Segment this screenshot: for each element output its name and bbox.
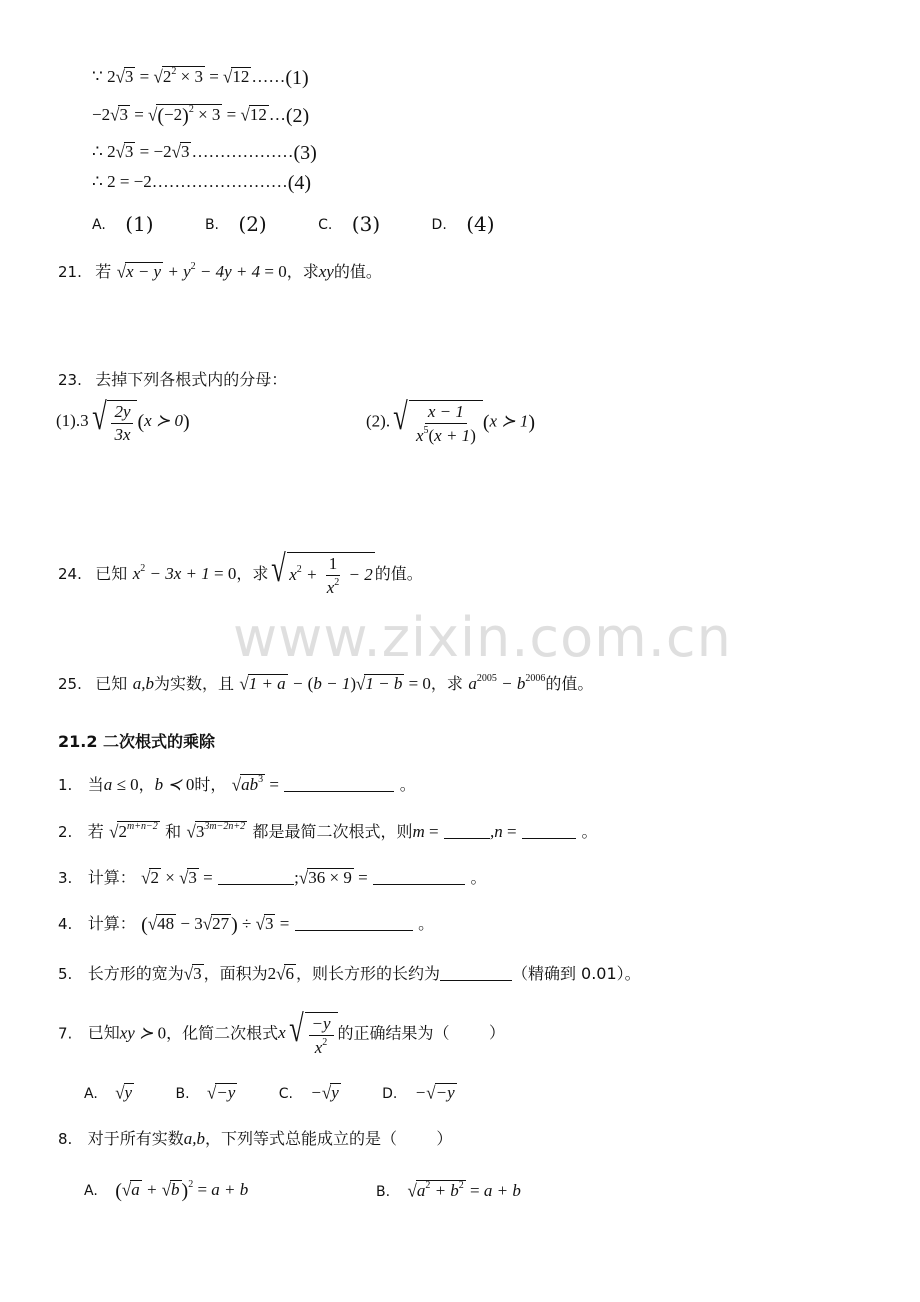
question-21: 21. 若 $√x - y + y^2 - 4y + 4 = 0$，求xy的值。 <box>58 261 382 282</box>
question-25: 25. 已知 a,b为实数，且 √1 + a − (b − 1)√1 − b = 0，求 $a^{2005} - b^{2006}$的值。 <box>58 673 594 694</box>
exercise-5: 5. 长方形的宽为√3 ，面积为2√6 ，则长方形的长约为 （精确到 0.01）。 <box>58 963 641 984</box>
exercise-4: 4. 计算： (√48 − 3√27 ) ÷ √3 = 。 <box>58 913 435 936</box>
option-c-label: C. <box>318 217 333 233</box>
exercise-7-options: A. √y B. √−y C. −√y D. −√−y <box>84 1082 455 1103</box>
watermark: www.zixin.com.cn <box>233 606 732 669</box>
option-a-value: (1) <box>125 212 154 236</box>
option-d-value: (4) <box>466 212 495 236</box>
answer-blank-1[interactable] <box>218 870 294 885</box>
proof-line-4: ∴ 2 = −2……………………(4) <box>92 172 312 194</box>
exercise-7: 7. 已知xy ≻ 0，化简二次根式x √ $\frac{-y}{x^2}$ 的正确结果为（ ） <box>58 1008 505 1057</box>
proof-options <box>92 214 495 234</box>
option-b-value: (2) <box>238 212 267 236</box>
answer-blank-2[interactable] <box>373 870 465 885</box>
option-c-value: (3) <box>351 212 381 236</box>
answer-blank-n[interactable] <box>522 824 576 839</box>
exercise-8: 8. 对于所有实数a,b，下列等式总能成立的是（ ） <box>58 1129 453 1148</box>
answer-blank[interactable] <box>440 966 512 981</box>
exercise-2: 2. 若 $√2^{m+n-2}$ 和 $√3^{3m-2n+2}$ 都是最简二次根式，则m = ,n = 。 <box>58 821 598 842</box>
exercise-8-options: A. (√a + √b )$^2$ = a + b <box>84 1179 249 1202</box>
proof-line-1: ∵ $2√3 = √2^2 \times 3 = √12$ ……(1) <box>92 66 309 89</box>
answer-blank[interactable] <box>295 916 413 931</box>
option-b-label: B. <box>204 217 219 233</box>
exercise-8-option-b: B. $√a^2 + b^2 = a + b$ <box>376 1180 521 1201</box>
answer-blank[interactable] <box>284 777 394 792</box>
section-title: 21.2 二次根式的乘除 <box>58 732 216 751</box>
question-23-part-2: (2). √ $\frac{x - 1}{x^5(x + 1)}$ (x ≻ 1) <box>366 396 535 445</box>
question-23-part-1: (1).3 √ $\frac{2y}{3x}$ (x ≻ 0) <box>56 396 190 444</box>
option-d-label: D. <box>431 217 447 233</box>
proof-line-2: $-2√3 = √(-2)^2 \times 3 = √12$ …(2) <box>92 104 310 127</box>
proof-line-3: ∴ 2√3 = −2√3 ………………(3) <box>92 141 317 164</box>
exercise-3: 3. 计算： √2 × √3 = ;√36 × 9 = 。 <box>58 867 487 888</box>
answer-blank-m[interactable] <box>444 824 490 839</box>
option-a-label: A. <box>92 217 106 233</box>
question-24: 24. 已知 $x^2 - 3x + 1 = 0$，求 √ $x^2$ + $\frac{1}{x^2}$ − 2 的值。 <box>58 548 423 597</box>
question-23: 23. 去掉下列各根式内的分母： <box>58 370 288 389</box>
exercise-1: 1. 当a ≤ 0，b ≺ 0时， $√ab^3$ = 。 <box>58 774 416 795</box>
